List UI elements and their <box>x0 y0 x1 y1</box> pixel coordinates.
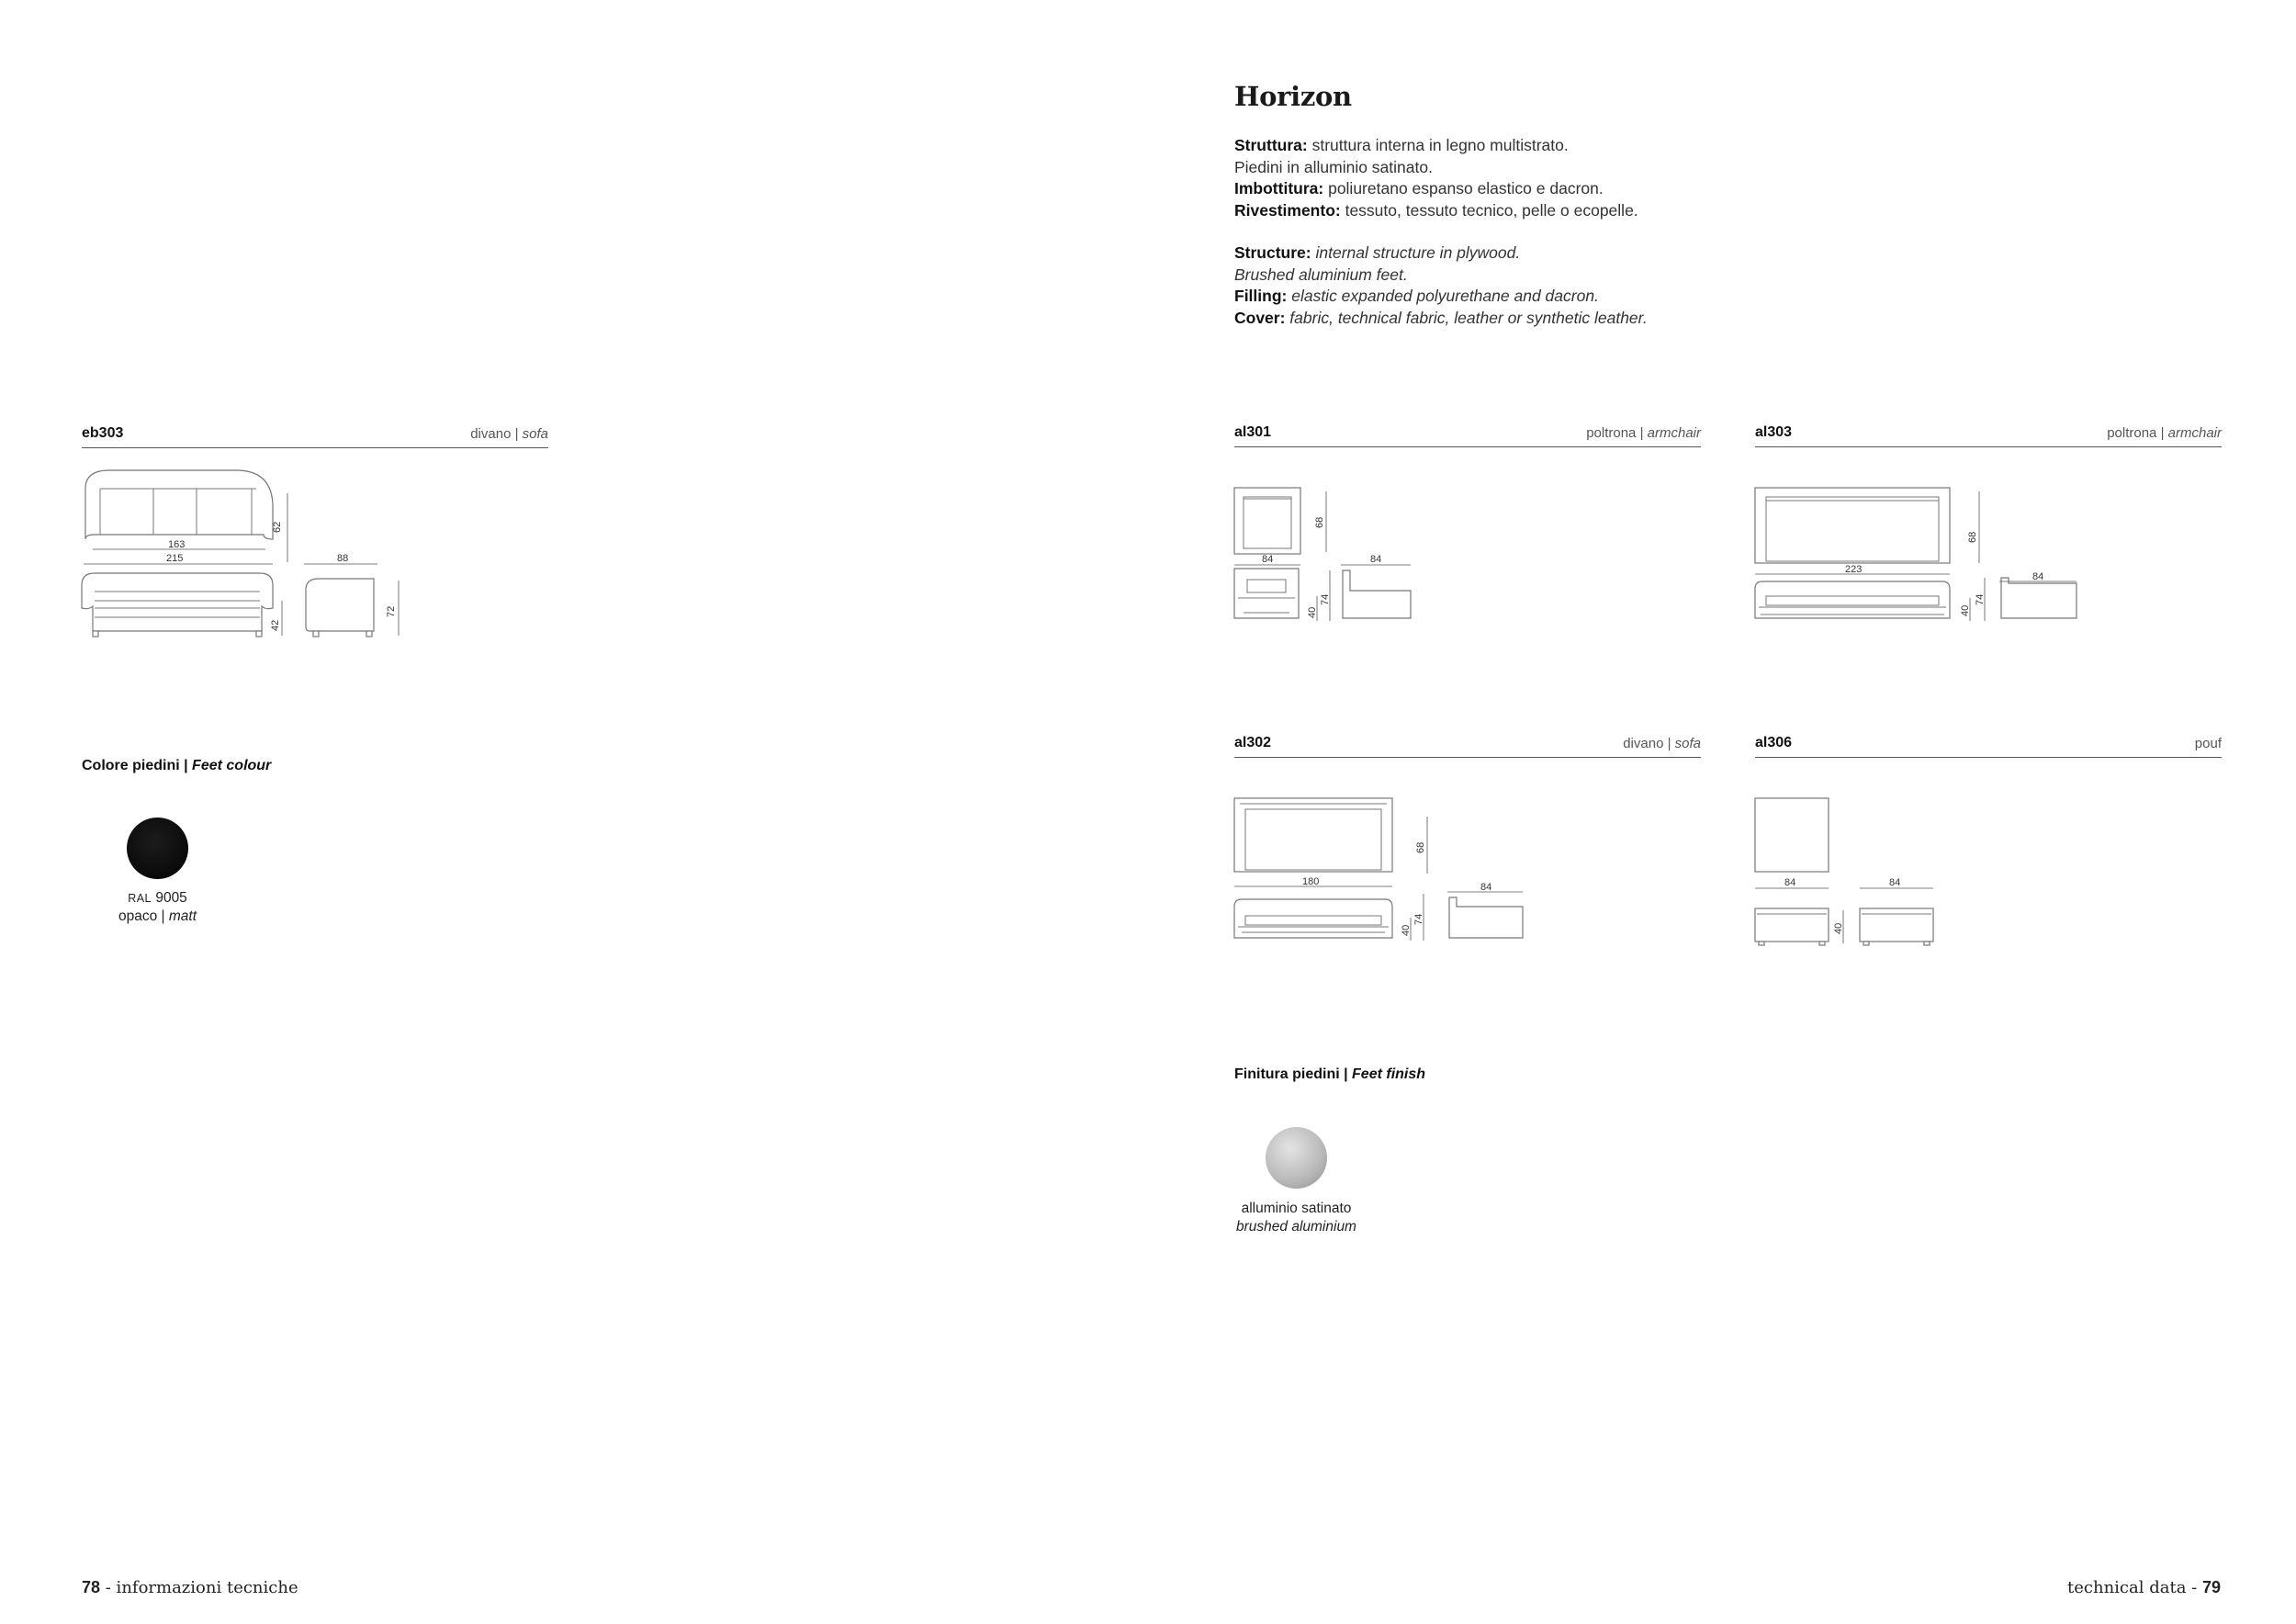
technical-drawing <box>1234 771 1556 973</box>
description-line: Structure: internal structure in plywood. <box>1234 243 1521 262</box>
description-italian <box>1234 135 1638 221</box>
description-line: Filling: elastic expanded polyurethane and dacron. <box>1234 287 1599 305</box>
feet-colour-label: RAL 9005 opaco | matt <box>118 890 197 924</box>
product-code: al306 <box>1755 735 1793 750</box>
svg-text:84: 84 <box>1480 882 1492 893</box>
svg-text:163: 163 <box>168 539 186 550</box>
product-type: poltrona | armchair <box>1586 425 1701 441</box>
feet-finish-swatch <box>1266 1127 1327 1189</box>
description-line: Rivestimento: tessuto, tessuto tecnico, pelle o ecopelle. <box>1234 200 1638 220</box>
svg-text:72: 72 <box>386 605 397 617</box>
svg-text:42: 42 <box>270 619 281 631</box>
description-line: Cover: fabric, technical fabric, leather or synthetic leather. <box>1234 308 1648 327</box>
product-al303 <box>1755 423 2222 616</box>
svg-text:68: 68 <box>1314 516 1325 528</box>
svg-text:84: 84 <box>2032 571 2044 582</box>
technical-drawing <box>1755 771 1994 954</box>
product-al306 <box>1755 734 2222 934</box>
footer-right: technical data - 79 <box>2067 1578 2221 1597</box>
description-english <box>1234 242 1648 329</box>
description-line: Brushed aluminium feet. <box>1234 265 1408 284</box>
svg-text:180: 180 <box>1302 876 1320 887</box>
svg-text:40: 40 <box>1307 606 1318 618</box>
svg-text:215: 215 <box>166 553 184 564</box>
product-code: al302 <box>1234 735 1272 750</box>
feet-finish-label: alluminio satinato brushed aluminium <box>1236 1201 1356 1235</box>
svg-text:40: 40 <box>1401 924 1412 936</box>
technical-drawing <box>1234 460 1510 644</box>
svg-text:68: 68 <box>1967 531 1978 543</box>
svg-text:74: 74 <box>1320 593 1331 605</box>
technical-drawing <box>1755 460 2104 644</box>
technical-drawing <box>82 461 449 663</box>
svg-text:74: 74 <box>1413 913 1424 925</box>
product-eb303 <box>82 424 548 631</box>
product-code: eb303 <box>82 425 124 441</box>
svg-text:68: 68 <box>1415 841 1426 853</box>
svg-text:62: 62 <box>272 521 283 533</box>
product-type: pouf <box>2194 736 2222 751</box>
product-type: divano | sofa <box>470 426 548 442</box>
product-al302 <box>1234 734 1701 936</box>
product-code: al303 <box>1755 424 1793 440</box>
product-code: al301 <box>1234 424 1272 440</box>
footer-left: 78 - informazioni tecniche <box>82 1578 298 1597</box>
description-line: Struttura: struttura interna in legno multistrato. <box>1234 136 1569 154</box>
svg-text:84: 84 <box>1784 877 1796 888</box>
description-line: Piedini in alluminio satinato. <box>1234 157 1433 176</box>
svg-text:40: 40 <box>1960 604 1971 616</box>
product-type: divano | sofa <box>1623 736 1701 751</box>
svg-text:223: 223 <box>1845 564 1863 575</box>
svg-text:88: 88 <box>337 553 349 564</box>
page-title: Horizon <box>1234 81 1352 112</box>
feet-finish-heading: Finitura piedini | Feet finish <box>1234 1066 1426 1082</box>
svg-text:84: 84 <box>1889 877 1901 888</box>
svg-text:84: 84 <box>1370 554 1382 565</box>
description-line: Imbottitura: poliuretano espanso elastico e dacron. <box>1234 179 1604 197</box>
svg-text:40: 40 <box>1833 922 1844 934</box>
feet-colour-heading: Colore piedini | Feet colour <box>82 758 272 773</box>
product-al301 <box>1234 423 1701 618</box>
svg-text:74: 74 <box>1975 593 1986 605</box>
product-type: poltrona | armchair <box>2107 425 2222 441</box>
feet-colour-swatch <box>127 818 188 879</box>
svg-text:84: 84 <box>1262 554 1274 565</box>
